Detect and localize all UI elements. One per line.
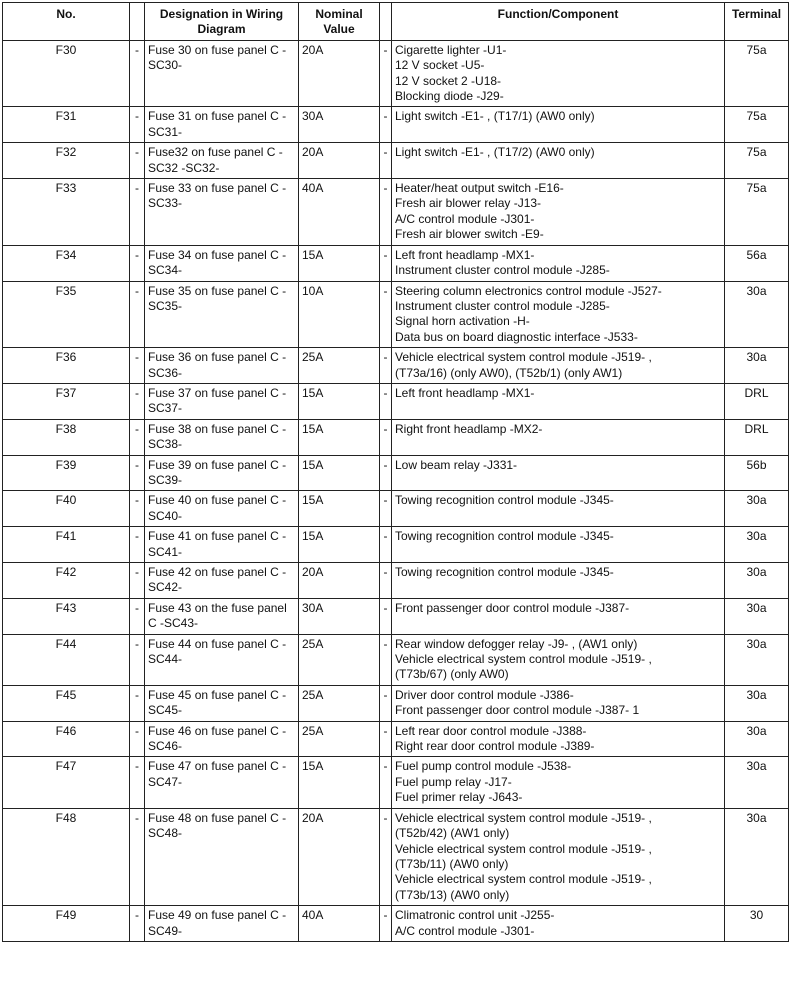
fuse-number: F38 [3, 419, 130, 455]
function-line: Blocking diode -J29- [395, 89, 504, 104]
terminal: 30a [725, 527, 789, 563]
function-line: Fuel pump relay -J17- [395, 774, 512, 789]
function-line: Light switch -E1- , (T17/1) (AW0 only) [395, 109, 595, 124]
nominal-value: 25A [299, 685, 380, 721]
function-line: (T73b/11) (AW0 only) [395, 856, 509, 871]
table-row [3, 383, 789, 419]
function-line: Rear window defogger relay -J9- , (AW1 only) [395, 636, 638, 651]
nominal-value: 25A [299, 634, 380, 685]
table-row [3, 598, 789, 634]
function-line: Towing recognition control module -J345- [395, 529, 614, 544]
dash-separator: - [380, 721, 392, 757]
dash-separator: - [380, 685, 392, 721]
terminal: 30a [725, 281, 789, 348]
dash-separator: - [130, 808, 145, 905]
fuse-number: F46 [3, 721, 130, 757]
table-row [3, 721, 789, 757]
function-component [392, 634, 725, 685]
fuse-designation: Fuse 40 on fuse panel C -SC40- [145, 491, 299, 527]
function-line: Towing recognition control module -J345- [395, 565, 614, 579]
table-row [3, 491, 789, 527]
function-component [392, 527, 725, 563]
function-line: Front passenger door control module -J387- [395, 600, 630, 615]
function-line: Left front headlamp -MX1- [395, 247, 535, 262]
fuse-number: F43 [3, 598, 130, 634]
nominal-value: 15A [299, 491, 380, 527]
fuse-number: F45 [3, 685, 130, 721]
fuse-designation: Fuse 35 on fuse panel C -SC35- [145, 281, 299, 348]
function-line: Climatronic control unit -J255- [395, 908, 555, 923]
dash-separator: - [130, 757, 145, 808]
function-component [392, 107, 725, 143]
function-line: Left front headlamp -MX1- [395, 385, 535, 400]
dash-separator: - [380, 383, 392, 419]
function-component [392, 348, 725, 384]
dash-separator: - [130, 685, 145, 721]
terminal: 30a [725, 685, 789, 721]
function-line: Left rear door control module -J388- [395, 723, 587, 738]
dash-separator: - [130, 348, 145, 384]
function-line: Vehicle electrical system control module -J519- , [395, 841, 652, 856]
table-row [3, 757, 789, 808]
dash-separator: - [380, 491, 392, 527]
dash-separator: - [380, 143, 392, 179]
header-nominal-value: Nominal Value [299, 3, 380, 41]
fuse-designation: Fuse 42 on fuse panel C -SC42- [145, 563, 299, 599]
function-line: Heater/heat output switch -E16- [395, 181, 564, 196]
dash-separator: - [130, 40, 145, 107]
function-component [392, 906, 725, 942]
dash-separator: - [380, 527, 392, 563]
dash-separator: - [380, 634, 392, 685]
nominal-value: 15A [299, 527, 380, 563]
function-component [392, 281, 725, 348]
function-component [392, 598, 725, 634]
nominal-value: 20A [299, 143, 380, 179]
table-row [3, 527, 789, 563]
dash-separator: - [130, 281, 145, 348]
function-line: Light switch -E1- , (T17/2) (AW0 only) [395, 145, 595, 160]
function-line: Fuel primer relay -J643- [395, 790, 523, 805]
table-row [3, 245, 789, 281]
table-row [3, 143, 789, 179]
function-component [392, 491, 725, 527]
fuse-number: F32 [3, 143, 130, 179]
dash-separator: - [130, 527, 145, 563]
fuse-designation: Fuse 41 on fuse panel C -SC41- [145, 527, 299, 563]
dash-separator: - [380, 179, 392, 246]
table-row [3, 685, 789, 721]
nominal-value: 30A [299, 107, 380, 143]
dash-separator: - [380, 808, 392, 905]
dash-separator: - [130, 245, 145, 281]
terminal: 30a [725, 348, 789, 384]
table-row [3, 419, 789, 455]
fuse-number: F41 [3, 527, 130, 563]
nominal-value: 40A [299, 179, 380, 246]
fuse-number: F31 [3, 107, 130, 143]
dash-separator: - [380, 757, 392, 808]
nominal-value: 20A [299, 808, 380, 905]
terminal: 75a [725, 40, 789, 107]
function-line: 12 V socket -U5- [395, 58, 485, 73]
table-row [3, 40, 789, 107]
function-line: Right rear door control module -J389- [395, 739, 595, 754]
fuse-number: F47 [3, 757, 130, 808]
fuse-number: F30 [3, 40, 130, 107]
table-row [3, 107, 789, 143]
table-row [3, 179, 789, 246]
function-line: (T73b/67) (only AW0) [395, 667, 509, 682]
dash-separator: - [380, 245, 392, 281]
terminal: 56a [725, 245, 789, 281]
function-component [392, 179, 725, 246]
function-component [392, 808, 725, 905]
terminal: 30a [725, 491, 789, 527]
header-row [3, 3, 789, 41]
dash-separator: - [130, 563, 145, 599]
nominal-value: 15A [299, 245, 380, 281]
nominal-value: 20A [299, 563, 380, 599]
function-line: Fresh air blower relay -J13- [395, 196, 542, 211]
fuse-designation: Fuse 44 on fuse panel C -SC44- [145, 634, 299, 685]
fuse-number: F33 [3, 179, 130, 246]
fuse-designation: Fuse32 on fuse panel C -SC32 -SC32- [145, 143, 299, 179]
fuse-designation: Fuse 34 on fuse panel C -SC34- [145, 245, 299, 281]
fuse-designation: Fuse 33 on fuse panel C -SC33- [145, 179, 299, 246]
terminal: 30a [725, 757, 789, 808]
nominal-value: 20A [299, 40, 380, 107]
function-line: Vehicle electrical system control module -J519- , [395, 652, 652, 667]
table-row [3, 281, 789, 348]
function-line: Fresh air blower switch -E9- [395, 227, 544, 242]
function-component [392, 721, 725, 757]
terminal: 30a [725, 563, 789, 599]
function-line: Data bus on board diagnostic interface -J533- [395, 329, 638, 344]
dash-separator: - [380, 348, 392, 384]
function-line: (T52b/42) (AW1 only) [395, 826, 510, 841]
fuse-designation: Fuse 30 on fuse panel C -SC30- [145, 40, 299, 107]
function-line: Instrument cluster control module -J285- [395, 298, 610, 313]
dash-separator: - [380, 281, 392, 348]
nominal-value: 15A [299, 455, 380, 491]
terminal: 30a [725, 598, 789, 634]
function-line: Instrument cluster control module -J285- [395, 263, 610, 278]
fuse-number: F48 [3, 808, 130, 905]
terminal: 30 [725, 906, 789, 942]
table-row [3, 906, 789, 942]
fuse-number: F39 [3, 455, 130, 491]
function-line: Vehicle electrical system control module -J519- , [395, 350, 652, 365]
nominal-value: 15A [299, 383, 380, 419]
fuse-designation: Fuse 38 on fuse panel C -SC38- [145, 419, 299, 455]
function-line: Vehicle electrical system control module -J519- , [395, 810, 652, 825]
dash-separator: - [130, 455, 145, 491]
function-line: (T73b/13) (AW0 only) [395, 887, 510, 902]
dash-separator: - [130, 383, 145, 419]
fuse-number: F44 [3, 634, 130, 685]
function-component [392, 40, 725, 107]
table-row [3, 348, 789, 384]
function-component [392, 419, 725, 455]
nominal-value: 25A [299, 348, 380, 384]
terminal: 75a [725, 179, 789, 246]
nominal-value: 25A [299, 721, 380, 757]
dash-separator: - [130, 491, 145, 527]
terminal: DRL [725, 419, 789, 455]
nominal-value: 15A [299, 419, 380, 455]
terminal: 30a [725, 808, 789, 905]
function-line: Driver door control module -J386- [395, 687, 574, 702]
fuse-designation: Fuse 37 on fuse panel C -SC37- [145, 383, 299, 419]
header-blank-2 [380, 3, 392, 41]
function-component [392, 455, 725, 491]
dash-separator: - [380, 598, 392, 634]
terminal: 30a [725, 634, 789, 685]
fuse-number: F34 [3, 245, 130, 281]
dash-separator: - [380, 563, 392, 599]
nominal-value: 15A [299, 757, 380, 808]
function-line: 12 V socket 2 -U18- [395, 73, 502, 88]
fuse-designation: Fuse 47 on fuse panel C -SC47- [145, 757, 299, 808]
function-component [392, 143, 725, 179]
function-line: A/C control module -J301- [395, 923, 535, 938]
table-row [3, 634, 789, 685]
function-line: Fuel pump control module -J538- [395, 759, 572, 774]
dash-separator: - [380, 107, 392, 143]
nominal-value: 10A [299, 281, 380, 348]
dash-separator: - [130, 906, 145, 942]
fuse-designation: Fuse 45 on fuse panel C -SC45- [145, 685, 299, 721]
fuse-designation: Fuse 49 on fuse panel C -SC49- [145, 906, 299, 942]
nominal-value: 30A [299, 598, 380, 634]
terminal: 75a [725, 143, 789, 179]
fuse-designation: Fuse 48 on fuse panel C -SC48- [145, 808, 299, 905]
header-terminal: Terminal [725, 3, 789, 41]
fuse-number: F37 [3, 383, 130, 419]
terminal: 56b [725, 455, 789, 491]
function-component [392, 383, 725, 419]
dash-separator: - [130, 598, 145, 634]
terminal: DRL [725, 383, 789, 419]
function-line: Low beam relay -J331- [395, 457, 518, 472]
dash-separator: - [380, 419, 392, 455]
function-line: Towing recognition control module -J345- [395, 493, 614, 508]
header-no: No. [3, 3, 130, 41]
table-row [3, 808, 789, 905]
header-designation: Designation in Wiring Diagram [145, 3, 299, 41]
fuse-designation: Fuse 43 on the fuse panel C -SC43- [145, 598, 299, 634]
fuse-number: F40 [3, 491, 130, 527]
function-component [392, 757, 725, 808]
table-row [3, 455, 789, 491]
function-line: Right front headlamp -MX2- [395, 421, 543, 436]
fuse-number: F49 [3, 906, 130, 942]
terminal: 75a [725, 107, 789, 143]
function-line: Cigarette lighter -U1- [395, 42, 507, 57]
dash-separator: - [380, 906, 392, 942]
dash-separator: - [130, 721, 145, 757]
header-function: Function/Component [392, 3, 725, 41]
dash-separator: - [130, 179, 145, 246]
dash-separator: - [380, 40, 392, 107]
fuse-number: F36 [3, 348, 130, 384]
dash-separator: - [130, 143, 145, 179]
fuse-number: F35 [3, 281, 130, 348]
fuse-designation: Fuse 36 on fuse panel C -SC36- [145, 348, 299, 384]
function-component [392, 563, 725, 599]
dash-separator: - [380, 455, 392, 491]
nominal-value: 40A [299, 906, 380, 942]
dash-separator: - [130, 107, 145, 143]
dash-separator: - [130, 634, 145, 685]
function-line: Vehicle electrical system control module -J519- , [395, 872, 652, 887]
function-line: A/C control module -J301- [395, 211, 535, 226]
header-blank [130, 3, 145, 41]
fuse-designation: Fuse 39 on fuse panel C -SC39- [145, 455, 299, 491]
table-row [3, 563, 789, 599]
dash-separator: - [130, 419, 145, 455]
function-line: (T73a/16) (only AW0), (T52b/1) (only AW1) [395, 365, 623, 380]
fuse-designation: Fuse 46 on fuse panel C -SC46- [145, 721, 299, 757]
fuse-table [2, 2, 789, 942]
function-line: Signal horn activation -H- [395, 314, 530, 329]
fuse-number: F42 [3, 563, 130, 599]
fuse-designation: Fuse 31 on fuse panel C -SC31- [145, 107, 299, 143]
function-component [392, 685, 725, 721]
function-component [392, 245, 725, 281]
function-line: Front passenger door control module -J387- 1 [395, 703, 640, 718]
function-line: Steering column electronics control module -J527- [395, 283, 662, 298]
terminal: 30a [725, 721, 789, 757]
